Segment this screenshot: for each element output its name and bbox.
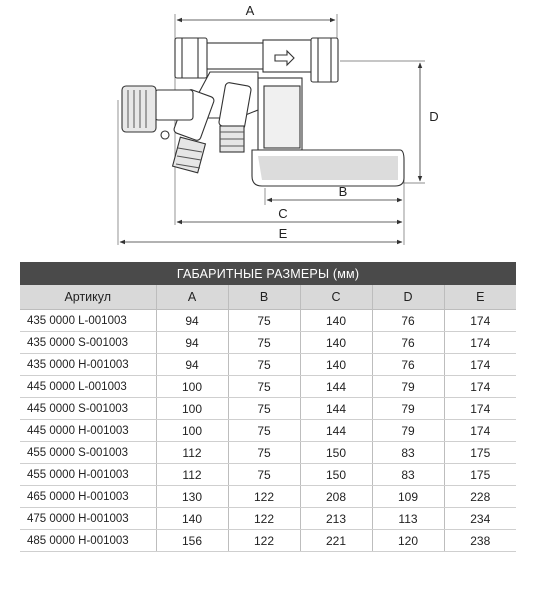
dimension-cell: 112 — [156, 442, 228, 464]
dimension-cell: 130 — [156, 486, 228, 508]
technical-drawing — [0, 0, 541, 255]
article-cell: 445 0000 L-001003 — [20, 376, 156, 398]
dim-label-d: D — [429, 109, 439, 124]
dimension-cell: 238 — [444, 530, 516, 552]
dimension-cell: 174 — [444, 354, 516, 376]
dimension-cell: 120 — [372, 530, 444, 552]
dimension-cell: 175 — [444, 464, 516, 486]
dimension-cell: 76 — [372, 354, 444, 376]
table-row — [20, 442, 516, 464]
valve-body — [122, 38, 404, 186]
dimension-cell: 75 — [228, 464, 300, 486]
dimension-cell: 122 — [228, 530, 300, 552]
dimension-cell: 75 — [228, 376, 300, 398]
dimension-cell: 100 — [156, 420, 228, 442]
dimension-cell: 122 — [228, 486, 300, 508]
table-title: ГАБАРИТНЫЕ РАЗМЕРЫ (мм) — [20, 262, 516, 285]
valve-drawing — [0, 0, 541, 255]
article-cell: 435 0000 L-001003 — [20, 310, 156, 332]
column-header: A — [156, 285, 228, 310]
dimension-cell: 76 — [372, 310, 444, 332]
dimension-cell: 83 — [372, 464, 444, 486]
dimension-cell: 109 — [372, 486, 444, 508]
dimension-cell: 79 — [372, 420, 444, 442]
dim-label-c: C — [278, 206, 288, 221]
dimension-cell: 144 — [300, 420, 372, 442]
dimension-cell: 144 — [300, 398, 372, 420]
dimension-cell: 234 — [444, 508, 516, 530]
dimension-cell: 174 — [444, 332, 516, 354]
dimension-cell: 75 — [228, 332, 300, 354]
dimension-cell: 83 — [372, 442, 444, 464]
dimension-cell: 112 — [156, 464, 228, 486]
dimension-cell: 122 — [228, 508, 300, 530]
dimension-cell: 144 — [300, 376, 372, 398]
dim-label-a: A — [245, 3, 255, 18]
dimension-cell: 100 — [156, 398, 228, 420]
article-cell: 485 0000 H-001003 — [20, 530, 156, 552]
article-cell: 475 0000 H-001003 — [20, 508, 156, 530]
dimension-cell: 75 — [228, 442, 300, 464]
table-row — [20, 332, 516, 354]
dimension-cell: 75 — [228, 398, 300, 420]
dimension-cell: 174 — [444, 376, 516, 398]
dimension-cell: 174 — [444, 398, 516, 420]
article-cell: 465 0000 H-001003 — [20, 486, 156, 508]
dimension-cell: 174 — [444, 420, 516, 442]
table-row — [20, 376, 516, 398]
table-row — [20, 530, 516, 552]
dimensions-table — [20, 262, 516, 552]
dimension-cell: 208 — [300, 486, 372, 508]
column-header: Артикул — [20, 285, 156, 310]
dimension-cell: 75 — [228, 420, 300, 442]
article-cell: 445 0000 H-001003 — [20, 420, 156, 442]
article-cell: 455 0000 H-001003 — [20, 464, 156, 486]
dimension-cell: 76 — [372, 332, 444, 354]
dimension-cell: 156 — [156, 530, 228, 552]
article-cell: 455 0000 S-001003 — [20, 442, 156, 464]
dim-label-b: B — [338, 184, 348, 199]
table-row — [20, 486, 516, 508]
dimension-cell: 140 — [156, 508, 228, 530]
dimension-cell: 150 — [300, 442, 372, 464]
article-cell: 445 0000 S-001003 — [20, 398, 156, 420]
dimension-cell: 221 — [300, 530, 372, 552]
dimension-cell: 150 — [300, 464, 372, 486]
column-header: B — [228, 285, 300, 310]
dimension-cell: 174 — [444, 310, 516, 332]
table-row — [20, 508, 516, 530]
article-cell: 435 0000 H-001003 — [20, 354, 156, 376]
dimension-cell: 94 — [156, 354, 228, 376]
article-cell: 435 0000 S-001003 — [20, 332, 156, 354]
column-header: D — [372, 285, 444, 310]
column-header: C — [300, 285, 372, 310]
table-row — [20, 398, 516, 420]
table-row — [20, 420, 516, 442]
dimension-cell: 140 — [300, 310, 372, 332]
dimension-cell: 100 — [156, 376, 228, 398]
dimension-cell: 79 — [372, 398, 444, 420]
table-row — [20, 464, 516, 486]
dim-label-e: E — [278, 226, 288, 241]
dimension-cell: 213 — [300, 508, 372, 530]
dimension-cell: 140 — [300, 332, 372, 354]
table-header-row — [20, 285, 516, 310]
dimension-cell: 75 — [228, 310, 300, 332]
table-row — [20, 354, 516, 376]
dimension-cell: 113 — [372, 508, 444, 530]
table-row — [20, 310, 516, 332]
table-title-row — [20, 262, 516, 285]
dimension-cell: 94 — [156, 332, 228, 354]
dimension-cell: 175 — [444, 442, 516, 464]
column-header: E — [444, 285, 516, 310]
dimension-cell: 79 — [372, 376, 444, 398]
dimension-cell: 140 — [300, 354, 372, 376]
dimension-cell: 228 — [444, 486, 516, 508]
dimension-cell: 94 — [156, 310, 228, 332]
table-body — [20, 310, 516, 552]
dimension-cell: 75 — [228, 354, 300, 376]
